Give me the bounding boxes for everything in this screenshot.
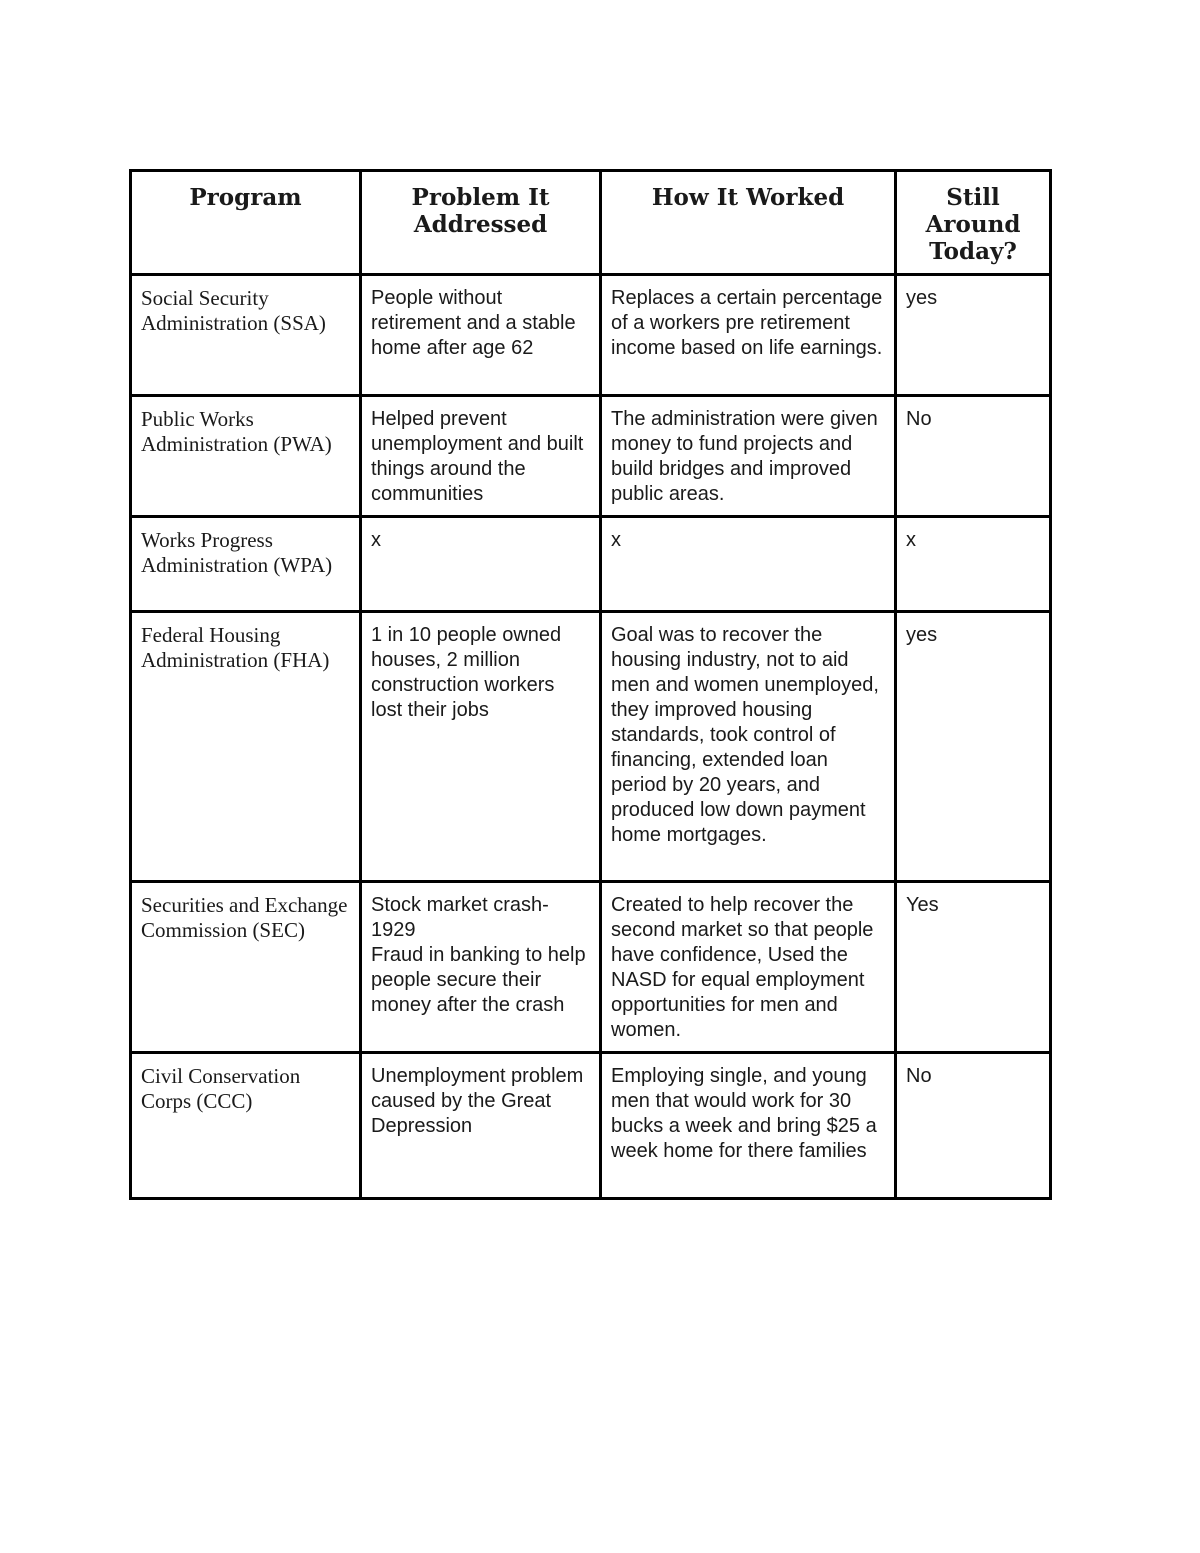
problem-cell: Unemployment problem caused by the Great Depression [361,1053,601,1199]
table-row [131,612,1051,882]
table-row [131,396,1051,517]
how-it-worked-cell: Goal was to recover the housing industry, not to aid men and women unemployed, they improved housing standards, took control of financing, extended loan period by 20 years, and produced low down payment home mortgages. [601,612,896,882]
how-it-worked-cell: The administration were given money to fund projects and build bridges and improved public areas. [601,396,896,517]
problem-cell: 1 in 10 people owned houses, 2 million construction workers lost their jobs [361,612,601,882]
table-row [131,517,1051,612]
problem-cell [361,882,601,1053]
how-it-worked-cell: Replaces a certain percentage of a workers pre retirement income based on life earnings. [601,275,896,396]
how-it-worked-cell: Created to help recover the second market so that people have confidence, Used the NASD for equal employment opportunities for men and women. [601,882,896,1053]
table-row [131,882,1051,1053]
problem-line: Fraud in banking to help people secure their money after the crash [371,944,586,1016]
still-around-cell: Yes [896,882,1051,1053]
program-cell: Federal Housing Administration (FHA) [131,612,361,882]
program-cell: Securities and Exchange Commission (SEC) [131,882,361,1053]
problem-cell: x [361,517,601,612]
header-program: Program [131,171,361,275]
still-around-cell: yes [896,275,1051,396]
program-cell: Works Progress Administration (WPA) [131,517,361,612]
how-it-worked-cell: x [601,517,896,612]
table-header-row [131,171,1051,275]
header-problem: Problem It Addressed [361,171,601,275]
program-cell: Public Works Administration (PWA) [131,396,361,517]
still-around-cell: No [896,396,1051,517]
header-how-it-worked: How It Worked [601,171,896,275]
still-around-cell: No [896,1053,1051,1199]
problem-line: Stock market crash-1929 [371,894,549,941]
header-still-around: Still Around Today? [896,171,1051,275]
table-row [131,1053,1051,1199]
problem-cell: People without retirement and a stable home after age 62 [361,275,601,396]
how-it-worked-cell: Employing single, and young men that would work for 30 bucks a week and bring $25 a week home for there families [601,1053,896,1199]
table-row [131,275,1051,396]
still-around-cell: yes [896,612,1051,882]
problem-cell: Helped prevent unemployment and built things around the communities [361,396,601,517]
program-cell: Civil Conservation Corps (CCC) [131,1053,361,1199]
program-cell: Social Security Administration (SSA) [131,275,361,396]
new-deal-programs-table [129,169,1052,1200]
still-around-cell: x [896,517,1051,612]
